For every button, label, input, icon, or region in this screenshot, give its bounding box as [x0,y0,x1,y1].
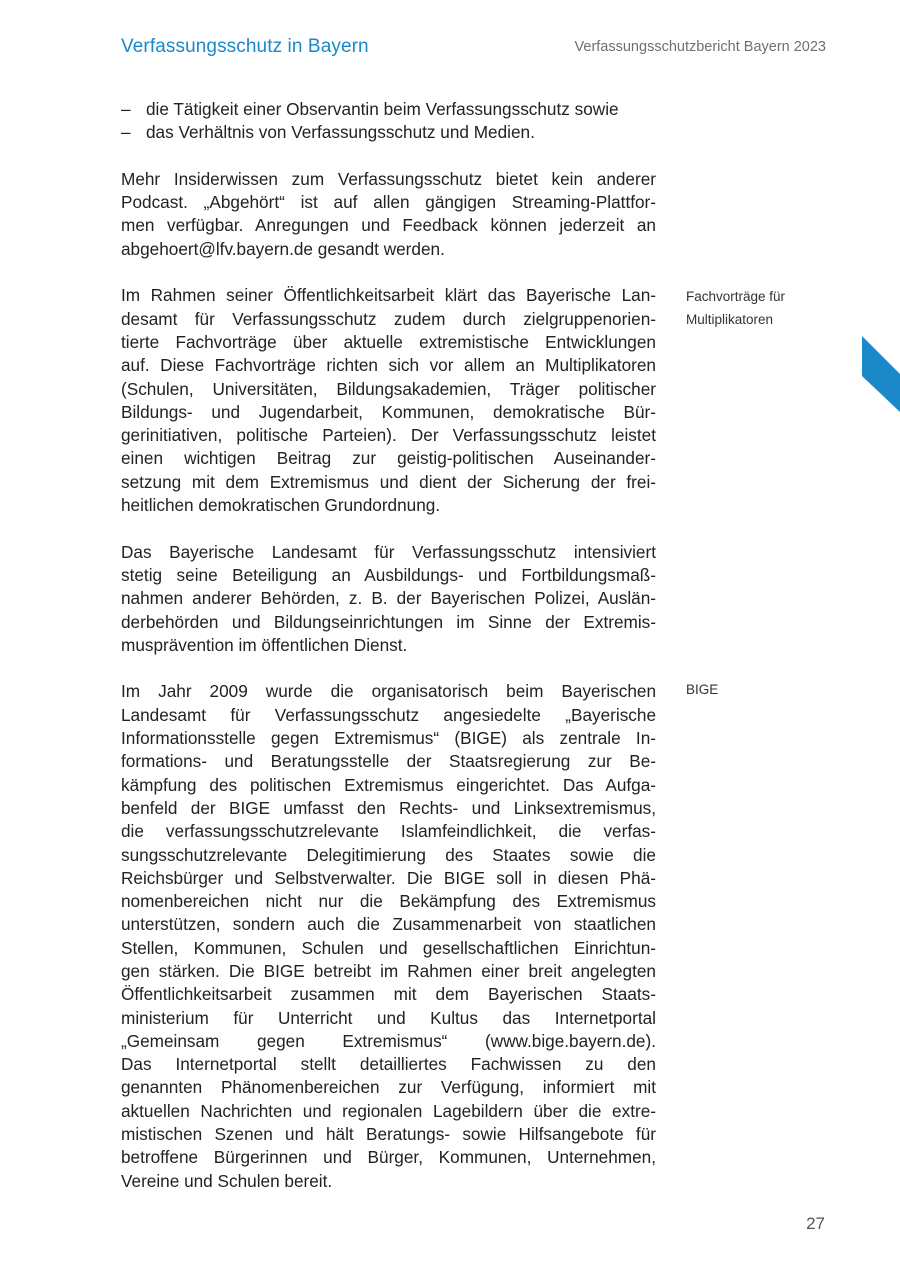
text-line: Mehr Insiderwissen zum Verfassungsschutz bietet kein anderer [121,168,656,189]
list-item [121,121,656,144]
text-line: mistischen Szenen und hält Beratungs- sowie Hilfsangebote für [121,1124,656,1145]
section-title: Verfassungsschutz in Bayern [121,36,369,57]
margin-note-bige: BIGE [686,682,719,697]
text-line: „Gemeinsam gegen Extremismus“ (www.bige.bayern.de). [121,1030,656,1051]
report-title: Verfassungsschutzbericht Bayern 2023 [574,39,826,55]
margin-note-line: Multiplikatoren [686,312,774,327]
paragraph-fortbildung [121,541,656,657]
page-number: 27 [806,1214,825,1233]
text-line: setzung mit dem Extremismus und dient der Sicherung der frei- [121,471,656,492]
text-line: Podcast. „Abgehört“ ist auf allen gängigen Streaming-Plattfor- [121,192,656,213]
text-line: gerinitiativen, politische Parteien). Der Verfassungsschutz leistet [121,425,656,446]
text-line: kämpfung des politischen Extremismus eingerichtet. Das Aufga- [121,774,656,795]
text-line: Das Internetportal stellt detailliertes Fachwissen zu den [121,1054,656,1075]
text-line: abgehoert@lfv.bayern.de gesandt werden. [121,238,445,259]
text-line: Im Rahmen seiner Öffentlichkeitsarbeit klärt das Bayerische Lan- [121,285,656,306]
list-item-text: das Verhältnis von Verfassungsschutz und Medien. [146,122,535,143]
text-line: nahmen anderer Behörden, z. B. der Bayerischen Polizei, Auslän- [121,588,656,609]
text-line: Öffentlichkeitsarbeit zusammen mit dem Bayerischen Staats- [121,984,656,1005]
text-line: ministerium für Unterricht und Kultus das Internetportal [121,1007,656,1028]
text-line: aktuellen Nachrichten und regionalen Lagebildern über die extre- [121,1100,656,1121]
text-line: betroffene Bürgerinnen und Bürger, Kommunen, Unternehmen, [121,1147,656,1168]
tab-marker-shape [862,336,900,412]
dash-icon: – [121,99,131,119]
text-line: derbehörden und Bildungseinrichtungen im Sinne der Extremis- [121,611,656,632]
text-line: Bildungs- und Jugendarbeit, Kommunen, demokratische Bür- [121,401,656,422]
text-line: einen wichtigen Beitrag zur geistig-politischen Auseinander- [121,448,656,469]
text-line: men verfügbar. Anregungen und Feedback können jederzeit an [121,215,656,236]
bullet-list [121,98,656,145]
list-item-text: die Tätigkeit einer Observantin beim Verfassungsschutz sowie [146,99,619,119]
text-line: gen stärken. Die BIGE betreibt im Rahmen einer breit angelegten [121,960,656,981]
text-line: genannten Phänomenbereichen zur Verfügung, informiert mit [121,1077,656,1098]
text-line: auf. Diese Fachvorträge richten sich vor allem an Multiplikatoren [121,355,656,376]
paragraph-podcast [121,168,656,261]
dash-icon: – [121,122,131,143]
margin-note-fachvortraege [686,285,826,331]
text-line: formations- und Beratungsstelle der Staatsregierung zur Be- [121,751,656,772]
margin-note-line: Fachvorträge für [686,289,786,304]
text-line: Informationsstelle gegen Extremismus“ (BIGE) als zentrale In- [121,728,656,749]
text-line: Das Bayerische Landesamt für Verfassungsschutz intensiviert [121,541,656,562]
text-line: unterstützen, sondern auch die Zusammenarbeit von staatlichen [121,914,656,935]
text-line: stetig seine Beteiligung an Ausbildungs- und Fortbildungsmaß- [121,564,656,585]
text-line: nomenbereichen nicht nur die Bekämpfung des Extremismus [121,891,656,912]
list-item [121,98,656,121]
text-line: Reichsbürger und Selbstverwalter. Die BIGE soll in diesen Phä- [121,867,656,888]
text-line: desamt für Verfassungsschutz zudem durch zielgruppenorien- [121,308,656,329]
text-line: sungsschutzrelevante Delegitimierung des Staates sowie die [121,844,656,865]
text-line: tierte Fachvorträge über aktuelle extremistische Entwicklungen [121,331,656,352]
text-line: benfeld der BIGE umfasst den Rechts- und Linksextremismus, [121,797,656,818]
text-line: musprävention im öffentlichen Dienst. [121,634,408,655]
main-text-column [121,98,656,1216]
chapter-tab-marker [862,336,900,412]
text-line: die verfassungsschutzrelevante Islamfeindlichkeit, die verfas- [121,821,656,842]
text-line: Im Jahr 2009 wurde die organisatorisch beim Bayerischen [121,681,656,702]
text-line: heitlichen demokratischen Grundordnung. [121,495,441,516]
text-line: Stellen, Kommunen, Schulen und gesellschaftlichen Einrichtun- [121,937,656,958]
paragraph-bige [121,680,656,1193]
paragraph-fachvortraege [121,284,656,517]
text-line: (Schulen, Universitäten, Bildungsakademien, Träger politischer [121,378,656,399]
text-line: Vereine und Schulen bereit. [121,1170,333,1191]
text-line: Landesamt für Verfassungsschutz angesiedelte „Bayerische [121,704,656,725]
